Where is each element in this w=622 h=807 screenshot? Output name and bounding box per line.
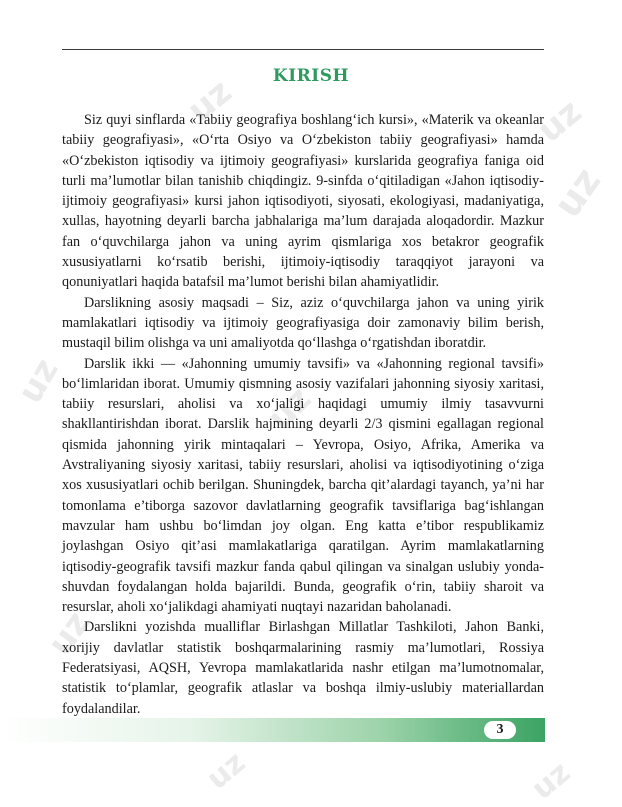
footer-bar bbox=[0, 718, 545, 742]
watermark: uz bbox=[260, 378, 320, 439]
paragraph: Darslikni yozishda mualliflar Birlashgan Millatlar Tashkiloti, Jahon Banki, xorijiy davlatlar statistik boshqarmalarining rasmiy ma’lumotlari, Rossiya Federatsiyasi, AQSH, Yevropa mamlakatlarida nashr etilgan ma’lumotnomalar, statistik to‘plamlar, geografik atlaslar va boshqa ilmiy-uslubiy materiallardan foydalandilar. bbox=[62, 619, 544, 717]
watermark: uz bbox=[530, 91, 590, 151]
watermark: uz bbox=[180, 71, 240, 131]
header-rule bbox=[62, 49, 544, 50]
paragraph: Siz quyi sinflarda «Tabiiy geografiya boshlang‘ich kursi», «Materik va okeanlar tabiiy geografiyasi», «O‘rta Osiyo va O‘zbekiston tabiiy geografiyasi» hamda «O‘zbekiston iqtisodiy va ijtimoiy geografiyasi» kurslarida geografiya faniga oid turli ma’lumotlar bilan tanishib chiqdingiz. 9-sinfda o‘qitiladigan «Jahon iqtisodiy-ijtimoiy geografiyasi» kursi jahon iqtisodiyoti, siyosati, ekologiyasi, madaniyatiga, xullas, hayotning deyarli barcha jabhalariga ma’lum darajada aloqadordir. Mazkur fan o‘quvchilarga jahon va uning ayrim qismlariga xos betakror geografik xususiyatlarni ko‘rsatib berishi, ijtimoiy-iqtisodiy taraqqiyot jarayoni va qonuniyatlari haqida batafsil ma’lumot berishi bilan ahamiyatlidir. bbox=[62, 112, 544, 291]
page-number: 3 bbox=[484, 721, 516, 739]
watermark: uz bbox=[200, 745, 253, 797]
watermark: uz bbox=[525, 755, 578, 807]
body-text bbox=[62, 110, 544, 719]
watermark: uz bbox=[545, 159, 610, 226]
page-title: KIRISH bbox=[272, 66, 350, 86]
paragraph: Darslik ikki — «Jahonning umumiy tavsifi» va «Jahonning regional tavsifi» bo‘limlaridan iborat. Umumiy qismning asosiy vazifalari jahonning siyosiy xaritasi, tabiiy resurslari, aholisi va xo‘jaligi haqidagi umumiy ilmiy tasavvurni shakllantirishdan iborat. Darslik hajmining deyarli 2/3 qismini egallagan regional qismida jahonning yirik mintaqalari – Yevropa, Osiyo, Afrika, Amerika va Avstraliyaning siyosiy xaritasi, tabiiy resurslari, aholisi va iqtisodiyotining o‘ziga xos xususiyatlari ochib berilgan. Shuningdek, barcha qit’alardagi tayanch, ya’ni har tomonlama e’tiborga sazovor davlatlarning geografik tavsiflariga bag‘ishlangan mavzular ham ushbu bo‘limdan joy olgan. Eng katta e’tibor respublikamiz joylashgan Osiyo qit’asi mamlakatlariga qaratilgan. Ayrim mamlakatlarning iqtisodiy-geografik tavsifi mazkur fanda qabul qilingan va sinalgan uslubiy yondashuvdan foydalangan holda bajarildi. Bunda, geografik o‘rin, tabiiy sharoit va resurslar, aholi xo‘jalikdagi ahamiyati nuqtayi nazaridan baholanadi. bbox=[62, 355, 544, 616]
watermark: uz bbox=[40, 603, 99, 663]
watermark: uz bbox=[10, 351, 67, 410]
paragraph: Darslikning asosiy maqsadi – Siz, aziz o‘quvchilarga jahon va uning yirik mamlakatlari iqtisodiy va ijtimoiy geografiyasiga doir zamonaviy bilim berish, mustaqil bilim olishga va uni amaliyotda qo‘llashga o‘rgatishdan iboratdir. bbox=[62, 294, 544, 352]
